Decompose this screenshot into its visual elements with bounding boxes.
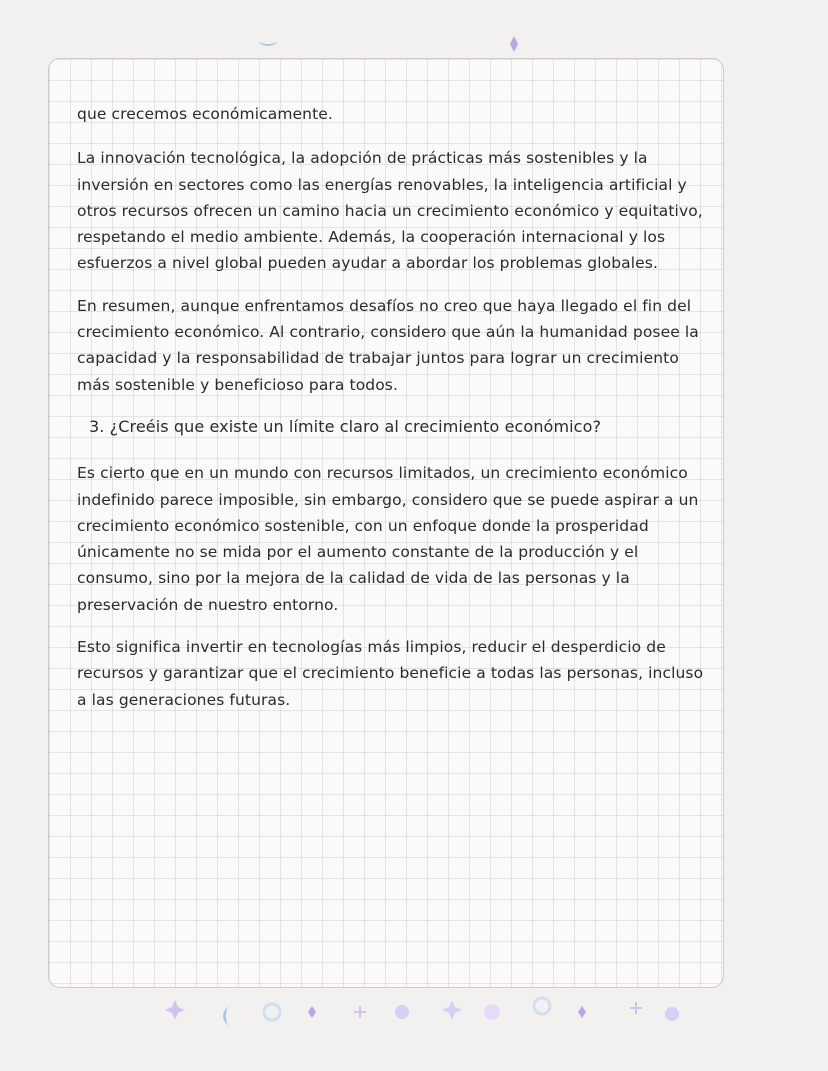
flower-icon: [395, 1005, 409, 1019]
handwritten-text: [77, 101, 713, 729]
moon-icon: [223, 1006, 228, 1026]
star-icon: [578, 1006, 586, 1018]
paragraph-continuation: que crecemos económicamente.: [77, 105, 333, 123]
sun-icon: [534, 998, 550, 1014]
paragraph-innovation: La innovación tecnológica, la adopción de prácticas más sostenibles y la inversión en sectores como las energías renovables, la inteligencia artificial y otros recursos ofrecen un camino hacia un crecimiento económico y equitativo, respetando el medio ambiente. Además, la cooperación internacional y los esfuerzos a nivel global pueden ayudar a abordar los problemas globales.: [77, 149, 703, 273]
sparkle-icon: [442, 1000, 462, 1020]
decorative-doodles-bottom: [60, 992, 760, 1032]
flower-icon: [665, 1007, 679, 1021]
sparkle-icon: [165, 1000, 185, 1020]
star-icon: [510, 36, 518, 52]
grid-paper-sheet: [48, 58, 724, 988]
paragraph-summary: En resumen, aunque enfrentamos desafíos no creo que haya llegado el fin del crecimiento económico. Al contrario, considero que aún la humanidad posee la capacidad y la responsabilidad de trabajar juntos para lograr un crecimiento más sostenible y beneficioso para todos.: [77, 296, 699, 394]
sun-icon: [264, 1004, 280, 1020]
flower-icon: [484, 1004, 500, 1020]
moon-icon: [258, 42, 278, 46]
decorative-doodles-top: [0, 0, 828, 60]
paragraph-conclusion: Esto significa invertir en tecnologías más limpios, reducir el desperdicio de recursos y garantizar que el crecimiento beneficie a todas las personas, incluso a las generaciones futuras.: [77, 638, 704, 709]
star-icon: [308, 1006, 316, 1018]
plus-icon: [630, 1002, 642, 1014]
paragraph-answer: Es cierto que en un mundo con recursos limitados, un crecimiento económico indefinido parece imposible, sin embargo, considero que se puede aspirar a un crecimiento económico sostenible, con un enfoque donde la prosperidad únicamente no se mida por el aumento constante de la producción y el consumo, sino por la mejora de la calidad de vida de las personas y la preservación de nuestro entorno.: [77, 464, 699, 614]
question-heading: 3. ¿Creéis que existe un límite claro al crecimiento económico?: [89, 416, 602, 436]
plus-icon: [354, 1006, 366, 1018]
